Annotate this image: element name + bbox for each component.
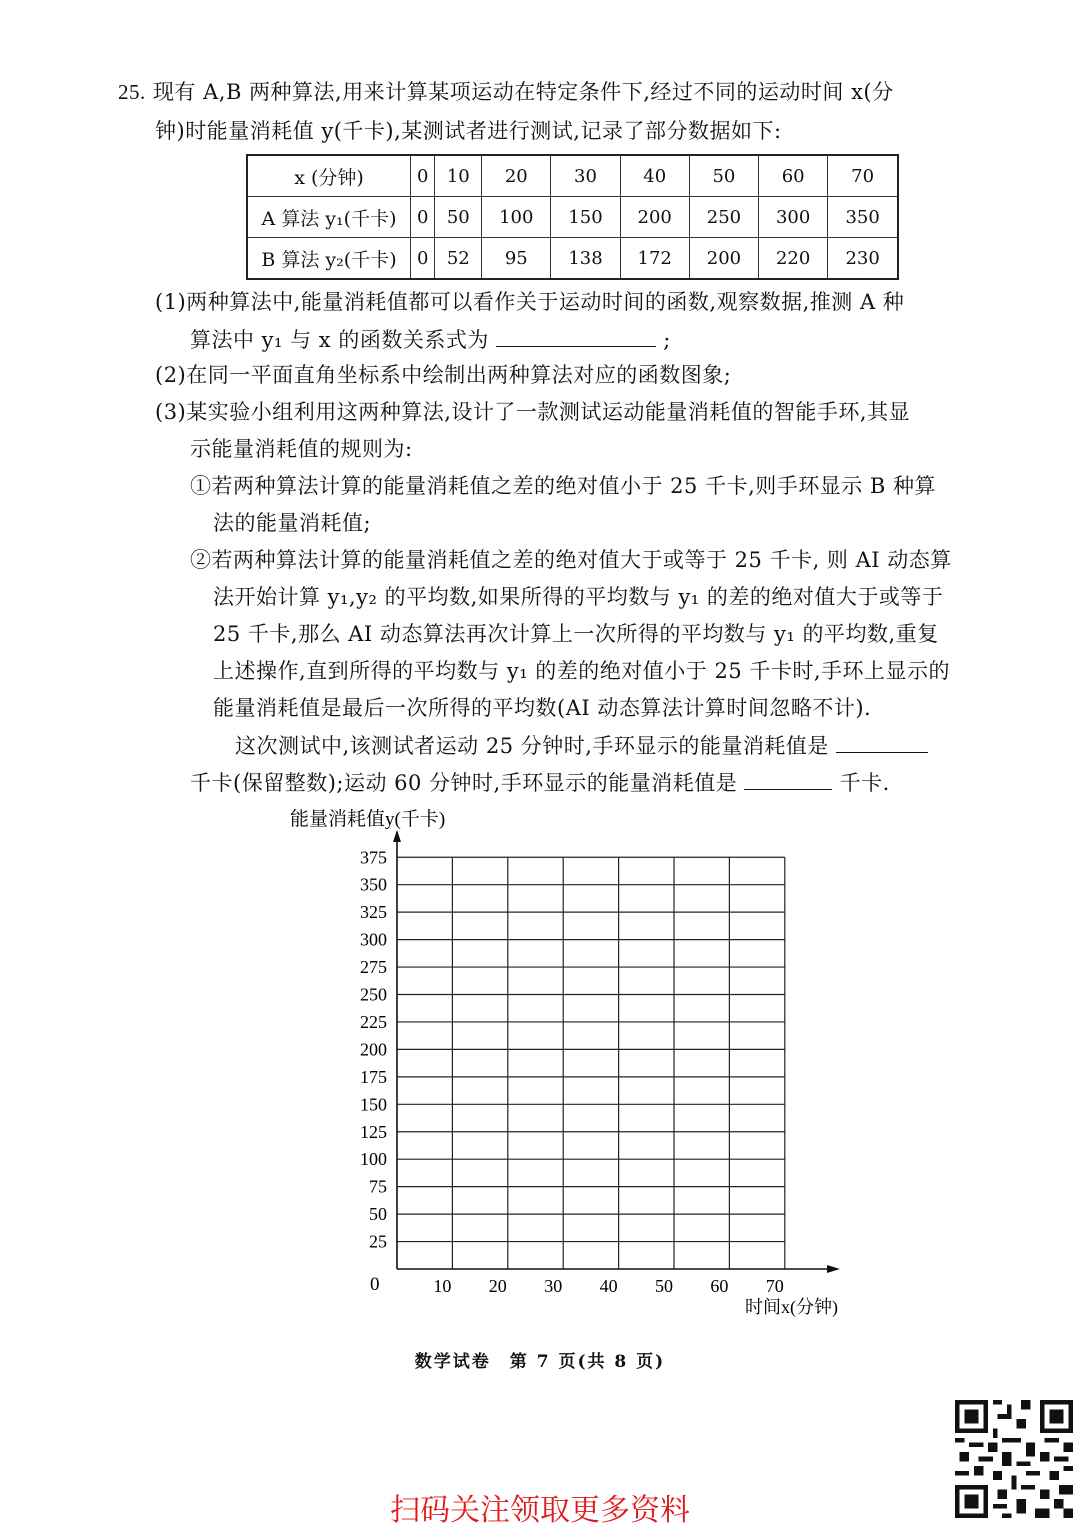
table-cell: 0 bbox=[411, 197, 435, 238]
table-cell: 20 bbox=[482, 155, 551, 197]
part3-line2: 示能量消耗值的规则为: bbox=[190, 437, 413, 461]
answer-blank-2[interactable] bbox=[836, 730, 928, 753]
part2-line: (2)在同一平面直角坐标系中绘制出两种算法对应的函数图象; bbox=[155, 363, 732, 387]
table-cell: 350 bbox=[828, 197, 898, 238]
table-cell: 138 bbox=[551, 238, 620, 280]
y-tick-label: 350 bbox=[360, 874, 387, 895]
answer-blank-3[interactable] bbox=[744, 767, 832, 790]
page-footer: 数学试卷 第 7 页(共 8 页) bbox=[414, 1352, 666, 1372]
table-cell: 70 bbox=[828, 155, 898, 197]
y-tick-label: 100 bbox=[360, 1149, 387, 1170]
table-cell: 250 bbox=[689, 197, 758, 238]
y-tick-label: 325 bbox=[360, 902, 387, 923]
table-cell: 230 bbox=[828, 238, 898, 280]
table-row-x bbox=[247, 155, 898, 197]
table-row-b bbox=[247, 238, 898, 280]
part3-line1: (3)某实验小组利用这两种算法,设计了一款测试运动能量消耗值的智能手环,其显 bbox=[155, 400, 911, 424]
table-cell: 60 bbox=[759, 155, 828, 197]
answer-blank-1[interactable] bbox=[496, 324, 656, 347]
rule2-line4: 上述操作,直到所得的平均数与 y₁ 的差的绝对值小于 25 千卡时,手环上显示的 bbox=[213, 659, 951, 683]
table-cell: 150 bbox=[551, 197, 620, 238]
rule2-line3: 25 千卡,那么 AI 动态算法再次计算上一次所得的平均数与 y₁ 的平均数,重复 bbox=[213, 622, 939, 646]
x-tick-label: 30 bbox=[544, 1276, 563, 1296]
x-axis-label: 时间x(分钟) bbox=[745, 1297, 838, 1317]
x-tick-label: 10 bbox=[433, 1276, 452, 1296]
y-tick-label: 75 bbox=[369, 1176, 387, 1197]
y-tick-label: 275 bbox=[360, 957, 387, 978]
table-cell: 172 bbox=[620, 238, 689, 280]
x-tick-label: 40 bbox=[599, 1276, 618, 1296]
question-line2 bbox=[190, 767, 890, 798]
table-cell: 30 bbox=[551, 155, 620, 197]
table-cell: 0 bbox=[411, 155, 435, 197]
x-tick-label: 60 bbox=[710, 1276, 729, 1296]
table-cell: 300 bbox=[759, 197, 828, 238]
table-cell: 0 bbox=[411, 238, 435, 280]
y-tick-label: 300 bbox=[360, 929, 387, 950]
rule1-line1: ①若两种算法计算的能量消耗值之差的绝对值小于 25 千卡,则手环显示 B 种算 bbox=[190, 474, 937, 498]
table-header-b: B 算法 y₂(千卡) bbox=[247, 238, 411, 280]
y-tick-label: 250 bbox=[360, 984, 387, 1005]
table-cell: 200 bbox=[620, 197, 689, 238]
y-axis-label: 能量消耗值y(千卡) bbox=[290, 809, 446, 830]
table-row-a bbox=[247, 197, 898, 238]
question-unit: 千卡. bbox=[839, 771, 890, 795]
y-tick-label: 125 bbox=[360, 1121, 387, 1142]
y-tick-label: 375 bbox=[360, 847, 387, 868]
part1-line2 bbox=[190, 324, 671, 355]
table-cell: 50 bbox=[435, 197, 482, 238]
table-header-x: x (分钟) bbox=[247, 155, 411, 197]
y-tick-label: 50 bbox=[369, 1204, 387, 1225]
question-line1 bbox=[235, 730, 928, 761]
table-cell: 200 bbox=[689, 238, 758, 280]
data-table bbox=[246, 154, 899, 280]
promo-text: 扫码关注领取更多资料 bbox=[390, 1493, 690, 1528]
rule2-line1: ②若两种算法计算的能量消耗值之差的绝对值大于或等于 25 千卡, 则 AI 动态算 bbox=[190, 548, 952, 572]
x-axis-arrow bbox=[827, 1265, 840, 1273]
question-number: 25. bbox=[118, 80, 146, 104]
question-text-2: 千卡(保留整数);运动 60 分钟时,手环显示的能量消耗值是 bbox=[190, 771, 738, 795]
question-text-1: 这次测试中,该测试者运动 25 分钟时,手环显示的能量消耗值是 bbox=[235, 734, 829, 758]
y-tick-label: 150 bbox=[360, 1094, 387, 1115]
x-tick-label: 50 bbox=[655, 1276, 673, 1296]
rule1-line2: 法的能量消耗值; bbox=[213, 511, 372, 535]
question-intro-line1 bbox=[118, 77, 894, 107]
y-tick-label: 200 bbox=[360, 1039, 387, 1060]
rule2-line5: 能量消耗值是最后一次所得的平均数(AI 动态算法计算时间忽略不计). bbox=[213, 696, 872, 720]
table-cell: 52 bbox=[435, 238, 482, 280]
grid-lines bbox=[397, 857, 785, 1269]
table-cell: 100 bbox=[482, 197, 551, 238]
table-cell: 220 bbox=[759, 238, 828, 280]
table-cell: 10 bbox=[435, 155, 482, 197]
y-tick-label: 175 bbox=[360, 1066, 387, 1087]
x-tick-labels bbox=[433, 1276, 783, 1296]
question-intro-line2: 钟)时能量消耗值 y(千卡),某测试者进行测试,记录了部分数据如下: bbox=[155, 119, 782, 143]
y-tick-labels bbox=[360, 847, 387, 1251]
table-header-a: A 算法 y₁(千卡) bbox=[247, 197, 411, 238]
table-cell: 40 bbox=[620, 155, 689, 197]
rule2-line2: 法开始计算 y₁,y₂ 的平均数,如果所得的平均数与 y₁ 的差的绝对值大于或等于 bbox=[213, 585, 944, 609]
x-tick-label: 20 bbox=[488, 1276, 507, 1296]
y-tick-label: 225 bbox=[360, 1011, 387, 1032]
table-cell: 95 bbox=[482, 238, 551, 280]
origin-label: 0 bbox=[370, 1274, 380, 1295]
part1-semicolon: ; bbox=[663, 328, 671, 352]
part1-line1: (1)两种算法中,能量消耗值都可以看作关于运动时间的函数,观察数据,推测 A 种 bbox=[155, 290, 905, 314]
y-tick-label: 25 bbox=[369, 1231, 387, 1252]
x-tick-label: 70 bbox=[765, 1276, 784, 1296]
y-axis-arrow bbox=[393, 830, 401, 842]
table-cell: 50 bbox=[689, 155, 758, 197]
part1-text: 算法中 y₁ 与 x 的函数关系式为 bbox=[190, 328, 489, 352]
axes bbox=[393, 830, 840, 1273]
coordinate-grid bbox=[280, 800, 880, 1320]
intro-text-1: 现有 A,B 两种算法,用来计算某项运动在特定条件下,经过不同的运动时间 x(分 bbox=[152, 80, 894, 104]
